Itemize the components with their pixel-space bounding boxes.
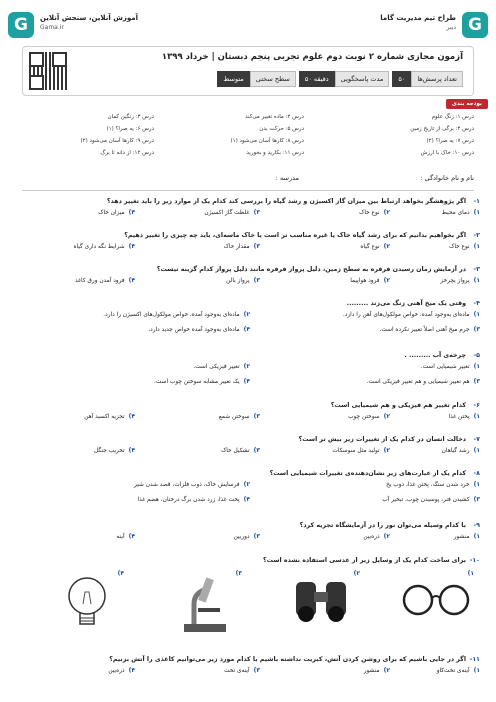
answer-option[interactable] [234, 533, 260, 540]
image-option[interactable] [400, 568, 474, 638]
topic-item: درس ۱۰: خاک با ارزش [420, 150, 474, 156]
answer-option[interactable] [148, 326, 250, 333]
stat-key: مدت پاسخگویی [335, 71, 390, 87]
answer-option[interactable] [449, 413, 480, 420]
binoculars-image [286, 574, 360, 628]
question-body: کدام یک از عبارت‌های زیر نشان‌دهنده‌ی تغییرات شیمیایی است؟ [269, 470, 466, 477]
option-text: پرواز بالن [226, 277, 250, 284]
option-number: ۴) [243, 378, 250, 385]
answer-option[interactable] [74, 243, 136, 250]
option-number: ۳) [473, 326, 480, 333]
question-number: ۵- [473, 352, 480, 359]
question-body: اگر پژوهشگر بخواهد ارتباط بین میزان گاز اکسیژن و رشد گیاه را بررسی کند کدام یک از موارد زیر را باید تغییر دهد؟ [106, 198, 466, 205]
option-number: ۳) [473, 378, 480, 385]
answer-option[interactable] [224, 243, 260, 250]
section-ribbon: بودجه بندی [446, 99, 488, 109]
option-number: ۲) [383, 667, 390, 674]
option-text: منشور [453, 533, 470, 540]
site-url[interactable]: Gama.ir [40, 24, 64, 31]
option-number: ۲) [243, 363, 250, 370]
answer-option[interactable] [332, 447, 390, 454]
question-text [16, 436, 480, 443]
option-text: فرود هواپیما [350, 277, 380, 284]
option-text: هم تغییر شیمیایی و هم تغییر فیزیکی است. [366, 378, 470, 385]
question-body: دخالت انسان در کدام یک از تغییرات زیر بیش تر است؟ [298, 436, 466, 443]
topic-item: درس ۶: یه صرا؟ (۱) [106, 126, 154, 132]
option-text: فرسایش خاک، ذوب فلزات، قصد شدن شیر [134, 481, 240, 488]
answer-option[interactable] [98, 209, 135, 216]
student-info-row [22, 174, 474, 186]
answer-option[interactable] [75, 277, 135, 284]
option-number: ۴) [128, 447, 135, 454]
question-body: وقتی یک میخ آهنی زنگ می‌زند ......... [346, 300, 466, 307]
option-number: ۲) [243, 311, 250, 318]
option-text: جرم میخ آهنی اصلاً تغییر نکرده است. [379, 326, 470, 333]
image-option[interactable] [50, 568, 124, 638]
question [16, 436, 480, 458]
option-number: ۲) [383, 243, 390, 250]
option-number: ۱) [473, 481, 480, 488]
option-number: ۴) [128, 667, 135, 674]
answer-option[interactable] [454, 533, 480, 540]
microscope-image [168, 574, 242, 638]
option-number: ۱) [473, 311, 480, 318]
option-text: پخت غذا، زرد شدن برگ درختان، هضم غذا [137, 496, 240, 503]
answer-option[interactable] [421, 363, 480, 370]
option-text: میزان خاک [98, 209, 125, 216]
topic-item: درس ۱: زنگ علوم [431, 114, 474, 120]
question-body: برای ساخت کدام یک از وسایل زیر از عدسی استفاده نشده است؟ [263, 557, 466, 564]
option-number: ۲) [243, 481, 250, 488]
answer-option[interactable] [103, 311, 250, 318]
stat-value: ۵۰ دقیقه [299, 71, 335, 87]
options-row [16, 277, 480, 288]
exam-info-box [22, 46, 474, 96]
topic-item: درس ۷: یه صرا؟ (۲) [426, 138, 474, 144]
gama-logo-left: G [8, 12, 34, 38]
answer-option[interactable] [94, 447, 135, 454]
option-text: ماده‌ای به‌وجود آمده، خواص مولکول‌های آهن را دارد. [342, 311, 470, 318]
answer-option[interactable] [363, 533, 390, 540]
question-number: ۱- [473, 198, 480, 205]
answer-option[interactable] [359, 209, 390, 216]
option-text: ذره‌بین [363, 533, 380, 540]
option-number: ۴) [243, 326, 250, 333]
name-label[interactable]: نام و نام خانوادگی : [420, 174, 474, 182]
topic-item: درس ۹: کارها آسان می‌شود (۲) [80, 138, 154, 144]
glasses-image [400, 574, 474, 628]
answer-option[interactable] [138, 496, 251, 503]
option-number: ۲) [383, 447, 390, 454]
image-option[interactable] [286, 568, 360, 638]
option-number: ۱) [473, 243, 480, 250]
divider [22, 190, 474, 191]
option-number: ۲) [383, 413, 390, 420]
option-text: مقدار خاک [223, 243, 250, 250]
question [16, 557, 480, 654]
options-row [16, 533, 480, 544]
question-text [16, 198, 480, 205]
options-row [16, 363, 480, 391]
topics-grid [22, 112, 474, 160]
stat-value: ۵۰ [392, 71, 411, 87]
answer-option[interactable] [116, 533, 135, 540]
option-text: تغییر شیمیایی است. [420, 363, 470, 370]
topic-item: درس ۱۲: از دانه تا برگ [100, 150, 154, 156]
option-number: ۱) [473, 667, 480, 674]
answer-option[interactable] [382, 496, 480, 503]
option-number: ۴) [128, 533, 135, 540]
option-number: ۱) [473, 533, 480, 540]
answer-option[interactable] [360, 243, 390, 250]
answer-option[interactable] [380, 326, 480, 333]
question-text [16, 266, 480, 273]
option-number: ۴) [128, 277, 135, 284]
option-number: ۳) [253, 447, 260, 454]
topic-item: درس ۱۱: بکارید و بخورید [246, 150, 304, 156]
question [16, 402, 480, 424]
option-text: آینه‌ی تخت‌کاو [436, 667, 470, 674]
option-text: غلظت گاز اکسیژن [204, 209, 250, 216]
options-row [16, 481, 480, 509]
exam-stats [217, 71, 463, 87]
question-body: در آزمایش زمان رسیدن فرفره به سطح زمین، دلیل پرواز فرفره مانند دلیل پرواز کدام گزینه نیست؟ [156, 266, 466, 273]
question [16, 266, 480, 288]
answer-option[interactable] [108, 667, 135, 674]
answer-option[interactable] [442, 447, 480, 454]
option-number: ۳) [253, 209, 260, 216]
answer-option[interactable] [364, 667, 390, 674]
option-text: تغییر فیزیکی است. [193, 363, 240, 370]
option-text: آینه‌ی تخت [224, 667, 250, 674]
topic-item: درس ۸: کارها آسان می‌شود (۱) [230, 138, 304, 144]
image-option[interactable] [168, 568, 242, 638]
answer-option[interactable] [367, 378, 480, 385]
option-number: ۳) [253, 533, 260, 540]
answer-option[interactable] [134, 481, 250, 488]
question [16, 470, 480, 509]
answer-option[interactable] [84, 413, 135, 420]
question-text [16, 402, 480, 409]
option-text: تولید مثل سوسکات [332, 447, 380, 454]
page-header [8, 8, 488, 44]
site-brand [40, 14, 138, 31]
stat-difficulty [217, 71, 295, 87]
option-text: آینه [116, 533, 125, 540]
option-text: دوربین [233, 533, 250, 540]
option-text: پرواز بچرخز [440, 277, 470, 284]
answer-option[interactable] [221, 447, 260, 454]
options-row [16, 413, 480, 424]
stat-key: تعداد پرسش‌ها [411, 71, 463, 87]
option-text: خرد شدن سنگ، پختن غذا، ذوب یخ [386, 481, 470, 488]
options-row [16, 667, 480, 678]
answer-option[interactable] [348, 413, 390, 420]
option-number: ۱) [473, 447, 480, 454]
option-number: ۳) [235, 570, 242, 577]
option-text: سوختن چوب [348, 413, 380, 420]
option-number: ۳) [253, 277, 260, 284]
gama-logo: G [462, 12, 488, 38]
option-number: ۱) [467, 570, 474, 577]
option-text: پختن غذا [448, 413, 470, 420]
option-number: ۲) [383, 533, 390, 540]
question-text [16, 352, 480, 359]
question-number: ۶- [473, 402, 480, 409]
question-number: ۱۱- [469, 656, 480, 663]
question [16, 522, 480, 544]
option-text: سوختن شمع [218, 413, 250, 420]
question-text [16, 232, 480, 239]
topic-item: درس ۴: برگی از تاریخ زمین [410, 126, 474, 132]
option-number: ۱) [473, 363, 480, 370]
option-number: ۴) [117, 570, 124, 577]
stat-question-count [392, 71, 463, 87]
option-text: کشیدن فنر، پوسیدن چوب، تبخیر آب [382, 496, 470, 503]
question-body: چرخه‌ی آب ......... . [404, 352, 466, 359]
question-body: کدام تغییر هم فیزیکی و هم شیمیایی است؟ [330, 402, 466, 409]
option-number: ۲) [353, 570, 360, 577]
option-text: ماده‌ای به‌وجود آمده، خواص مولکول‌های اکسیژن را دارد. [103, 311, 240, 318]
answer-option[interactable] [204, 209, 260, 216]
option-number: ۴) [128, 413, 135, 420]
option-number: ۴) [128, 243, 135, 250]
option-number: ۱) [473, 413, 480, 420]
answer-option[interactable] [224, 667, 260, 674]
option-text: نوع گیاه [360, 243, 380, 250]
option-text: تخریب جنگل [93, 447, 125, 454]
answer-option[interactable] [219, 413, 260, 420]
option-number: ۴) [128, 209, 135, 216]
designer-brand [380, 14, 456, 31]
question-text [16, 470, 480, 477]
answer-option[interactable] [350, 277, 390, 284]
options-row [16, 243, 480, 254]
school-label[interactable]: مدرسه : [275, 174, 299, 182]
option-number: ۲) [383, 277, 390, 284]
stat-duration [299, 71, 390, 87]
question-text [16, 656, 480, 663]
stat-value: متوسط [217, 71, 249, 87]
answer-option[interactable] [440, 277, 480, 284]
question-text [16, 557, 480, 564]
option-text: ماده‌ای به‌وجود آمده خواص جدید دارد. [148, 326, 240, 333]
question-number: ۳- [473, 266, 480, 273]
options-row [16, 209, 480, 220]
question-text [16, 300, 480, 307]
options-row [16, 311, 480, 339]
designer-line2: دبیر [446, 24, 456, 31]
option-text: تجزیه اکسید آهن [84, 413, 125, 420]
light-bulb-image [50, 574, 124, 638]
answer-option[interactable] [437, 667, 480, 674]
designer-line1: طراح تیم مدیریت گاما [380, 14, 456, 22]
answer-option[interactable] [193, 363, 250, 370]
question-body: اگر بخواهیم بدانیم که برای رشد گیاه خاک یا غیره مناسب تر است یا خاک ماسه‌ای، باید چه چیزی را تغییر دهیم؟ [124, 232, 466, 239]
option-text: شرایط نگه داری گیاه [73, 243, 125, 250]
topic-item: درس ۵: حرکت بدن [259, 126, 304, 132]
qr-code-icon[interactable] [29, 52, 67, 90]
option-number: ۴) [243, 496, 250, 503]
question-number: ۷- [473, 436, 480, 443]
options-row [16, 568, 480, 654]
question-number: ۱۰- [469, 557, 480, 564]
answer-option[interactable] [386, 481, 480, 488]
option-text: نوع خاک [359, 209, 380, 216]
option-text: رشد گیاهان [441, 447, 470, 454]
option-text: منشور [363, 667, 380, 674]
option-number: ۳) [473, 496, 480, 503]
answer-option[interactable] [154, 378, 250, 385]
option-number: ۳) [253, 413, 260, 420]
option-number: ۳) [253, 243, 260, 250]
stat-key: سطح سختی [250, 71, 296, 87]
question-number: ۲- [473, 232, 480, 239]
site-tagline: آموزش آنلاین، سنجش آنلاین [40, 14, 139, 22]
answer-option[interactable] [449, 243, 480, 250]
question-body: اگر در جایی باشیم که برای روشن کردن آتش، کبریت نداشته باشیم با کدام مورد زیر می‌توانیم کاغذی را آتش بزنیم؟ [109, 656, 466, 663]
question-number: ۴- [473, 300, 480, 307]
answer-option[interactable] [226, 277, 260, 284]
question-body: با کدام وسیله می‌توان نور را در آزمایشگاه تجزیه کرد؟ [299, 522, 466, 529]
option-text: تشکیل خاک [221, 447, 250, 454]
option-text: نوع خاک [449, 243, 470, 250]
option-text: فرود آمدن ورق کاغذ [74, 277, 125, 284]
question [16, 300, 480, 339]
question [16, 198, 480, 220]
question-text [16, 522, 480, 529]
question [16, 352, 480, 391]
options-row [16, 447, 480, 458]
option-text: یک تغییر مشابه سوختن چوب است. [154, 378, 240, 385]
option-text: دمای محیط [441, 209, 470, 216]
answer-option[interactable] [343, 311, 480, 318]
option-number: ۱) [473, 209, 480, 216]
option-text: ذره‌بین [108, 667, 125, 674]
topic-item: درس ۳: رنگین کمان [107, 114, 154, 120]
option-number: ۱) [473, 277, 480, 284]
option-number: ۳) [253, 667, 260, 674]
question [16, 232, 480, 254]
option-number: ۲) [383, 209, 390, 216]
question [16, 656, 480, 678]
topic-item: درس ۲: ماده تغییر می‌کند [245, 114, 304, 120]
answer-option[interactable] [442, 209, 480, 216]
question-number: ۸- [473, 470, 480, 477]
question-number: ۹- [473, 522, 480, 529]
exam-title: آزمون مجازی شماره ۲ نوبت دوم علوم تجربی پنجم دبستان | خرداد ۱۳۹۹ [161, 52, 463, 62]
